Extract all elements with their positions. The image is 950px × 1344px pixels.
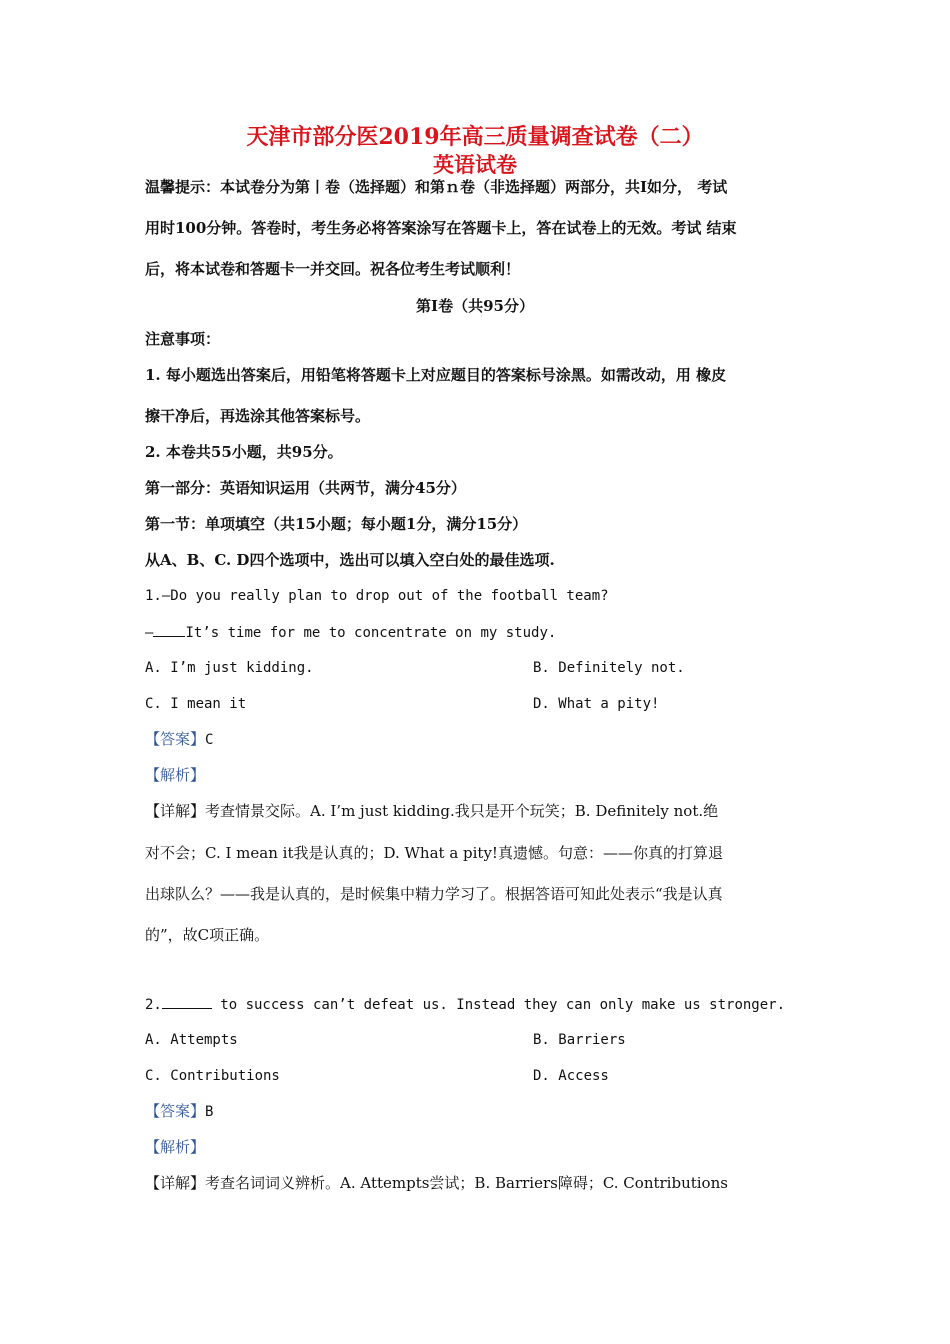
notes-item-1a: 1. 每小题选出答案后，用铅笔将答题卡上对应题目的答案标号涂黑。如需改动，用 橡皮	[145, 366, 727, 384]
q2-option-c: C. Contributions	[145, 1068, 280, 1084]
q1-blank	[153, 622, 185, 637]
q1-stem-line-1: 1.—Do you really plan to drop out of the football team?	[145, 588, 609, 604]
q1-analysis-label: 【解析】	[145, 766, 206, 784]
q1-option-d: D. What a pity!	[533, 696, 660, 712]
q1-detail-line-3: 出球队么？——我是认真的，是时候集中精力学习了。根据答语可知此处表示“我是认真	[145, 885, 723, 903]
q2-option-a: A. Attempts	[145, 1032, 238, 1048]
q2-answer-value: B	[205, 1104, 214, 1120]
q1-option-a: A. I’m just kidding.	[145, 660, 314, 676]
q2-stem-text: to success can’t defeat us. Instead they can only make us stronger.	[211, 997, 786, 1013]
instruction-text: 从A、B、C. D四个选项中，选出可以填入空白处的最佳选项.	[145, 551, 555, 569]
q2-stem	[145, 994, 785, 1015]
q1-detail-line-1: 【详解】考查情景交际。A. I’m just kidding.我只是开个玩笑；B. Definitely not.绝	[145, 802, 719, 820]
q1-stem-line-2	[145, 622, 556, 643]
document-title: 天津市部分医2019年高三质量调查试卷（二）	[246, 124, 704, 150]
q2-option-b: B. Barriers	[533, 1032, 626, 1048]
q2-analysis-label: 【解析】	[145, 1138, 206, 1156]
tip-line-2: 用时100分钟。答卷时，考生务必将答案涂写在答题卡上，答在试卷上的无效。考试 结束	[145, 219, 737, 237]
q2-number: 2.	[145, 997, 162, 1013]
q2-answer-label: 【答案】	[145, 1102, 206, 1120]
notes-item-1b: 擦干净后，再选涂其他答案标号。	[145, 407, 371, 425]
q1-answer	[145, 729, 213, 750]
notes-item-2: 2. 本卷共55小题，共95分。	[145, 443, 343, 461]
section-title: 第I卷（共95分）	[416, 297, 534, 315]
document-subtitle: 英语试卷	[433, 152, 517, 177]
q1-detail-line-4: 的”，故C项正确。	[145, 926, 270, 944]
q1-detail-line-2: 对不会；C. I mean it我是认真的；D. What a pity!真遗憾。句意：——你真的打算退	[145, 844, 723, 862]
q2-option-d: D. Access	[533, 1068, 609, 1084]
part-1-section-1-heading: 第一节：单项填空（共15小题；每小题1分，满分15分）	[145, 515, 528, 533]
tip-line-1: 温馨提示：本试卷分为第丨卷（选择题）和第ｎ卷（非选择题）两部分，共I如分， 考试	[145, 178, 728, 196]
q1-answer-value: C	[205, 732, 214, 748]
q2-blank	[162, 994, 212, 1009]
q1-option-b: B. Definitely not.	[533, 660, 685, 676]
notes-heading: 注意事项：	[145, 330, 221, 348]
tip-line-3: 后，将本试卷和答题卡一并交回。祝各位考生考试顺利！	[145, 260, 521, 278]
q1-dash: —	[145, 625, 154, 641]
q1-stem-text: It’s time for me to concentrate on my study.	[185, 625, 557, 641]
part-1-heading: 第一部分：英语知识运用（共两节，满分45分）	[145, 479, 466, 497]
q1-answer-label: 【答案】	[145, 730, 206, 748]
q1-option-c: C. I mean it	[145, 696, 247, 712]
q2-detail-line-1: 【详解】考查名词词义辨析。A. Attempts尝试；B. Barriers障碍；C. Contributions	[145, 1174, 728, 1192]
q2-answer	[145, 1101, 213, 1122]
